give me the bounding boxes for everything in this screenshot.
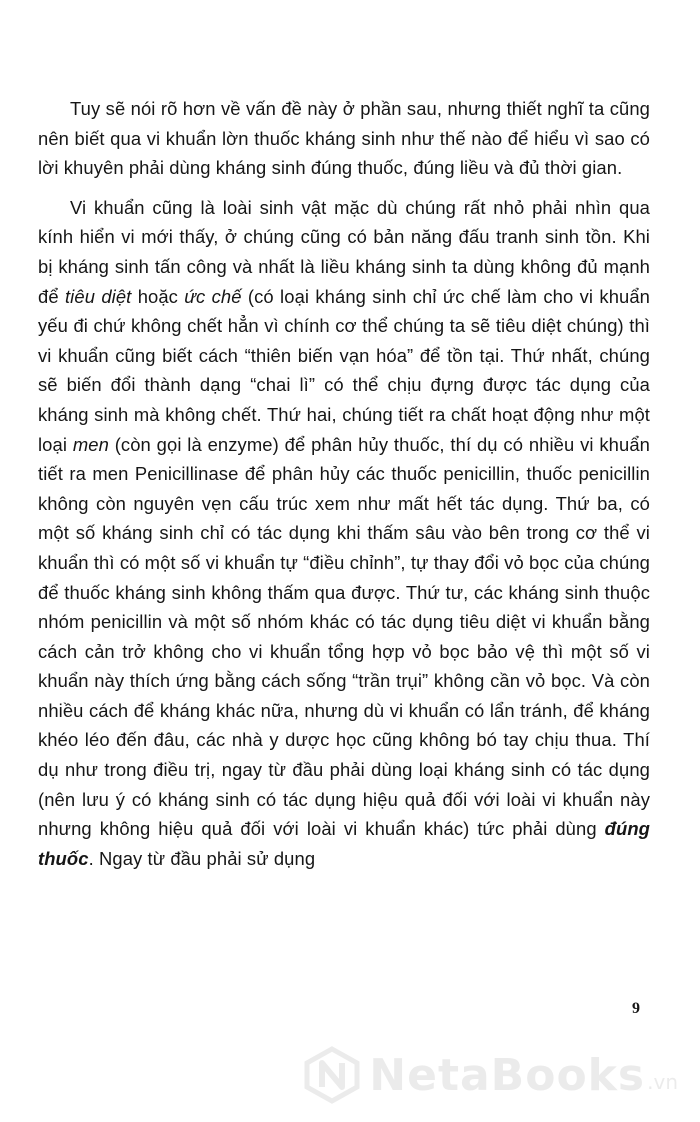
term-uc-che: ức chế	[184, 285, 242, 307]
term-men: men	[72, 433, 109, 455]
watermark	[303, 1046, 678, 1104]
watermark-brand: NetaBooks	[369, 1049, 646, 1101]
paragraph-2-text-4: (còn gọi là enzyme) để phân hủy thuốc, thí dụ có nhiều vi khuẩn tiết ra men Penicillinase để phân hủy các thuốc penicillin, thuốc penicillin không còn nguyên vẹn cấu trúc xem như mất hết tác dụng. Thứ ba, có một số kháng sinh chỉ có tác dụng khi thấm sâu vào bên trong cơ thể vi khuẩn thì có một số vi khuẩn tự “điều chỉnh”, tự thay đổi vỏ bọc của chúng để thuốc kháng sinh không thấm qua được. Thứ tư, các kháng sinh thuộc nhóm penicillin và một số nhóm khác có tác dụng tiêu diệt vi khuẩn bằng cách cản trở không cho vi khuẩn tổng hợp vỏ bọc bảo vệ thì một số vi khuẩn này thích ứng bằng cách sống “trần trụi” không cần vỏ bọc. Và còn nhiều cách để kháng khác nữa, nhưng dù vi khuẩn có lẩn tránh, để kháng khéo léo đến đâu, các nhà y dược học cũng không bó tay chịu thua. Thí dụ như trong điều trị, ngay từ đầu phải dùng loại kháng sinh có tác dụng (nên lưu ý có kháng sinh có tác dụng hiệu quả đối với loài vi khuẩn này nhưng không hiệu quả đối với loài vi khuẩn khác) tức phải dùng	[38, 433, 650, 840]
term-tieu-diet: tiêu diệt	[64, 285, 132, 307]
term-dung-thuoc: đúng thuốc	[38, 818, 650, 869]
paragraph-2	[38, 193, 650, 874]
paragraph-1	[38, 94, 650, 183]
watermark-suffix: .vn	[647, 1070, 678, 1094]
paragraph-2-text-3: (có loại kháng sinh chỉ ức chế làm cho vi khuẩn yếu đi chứ không chết hẳn vì chính cơ thể chúng ta sẽ tiêu diệt chúng) thì vi khuẩn cũng biết cách “thiên biến vạn hóa” để tồn tại. Thứ nhất, chúng sẽ biến đổi thành dạng “chai lì” có thể chịu đựng được tác dụng của kháng sinh mà không chết. Thứ hai, chúng tiết ra chất hoạt động như một loại	[38, 285, 650, 455]
page-body	[38, 94, 650, 883]
paragraph-2-text-5: . Ngay từ đầu phải sử dụng	[88, 847, 316, 869]
page-number: 9	[632, 1000, 640, 1017]
netabooks-logo-icon	[303, 1046, 361, 1104]
paragraph-2-text-1: Vi khuẩn cũng là loài sinh vật mặc dù chúng rất nhỏ phải nhìn qua kính hiển vi mới thấy, ở chúng cũng có bản năng đấu tranh sinh tồn. Khi bị kháng sinh tấn công và nhất là liều kháng sinh ta dùng không đủ mạnh để	[38, 196, 650, 307]
paragraph-2-text-2: hoặc	[131, 285, 185, 307]
paragraph-1-text: Tuy sẽ nói rõ hơn về vấn đề này ở phần sau, nhưng thiết nghĩ ta cũng nên biết qua vi khuẩn lờn thuốc kháng sinh như thế nào để hiểu vì sao có lời khuyên phải dùng kháng sinh đúng thuốc, đúng liều và đủ thời gian.	[38, 98, 650, 179]
